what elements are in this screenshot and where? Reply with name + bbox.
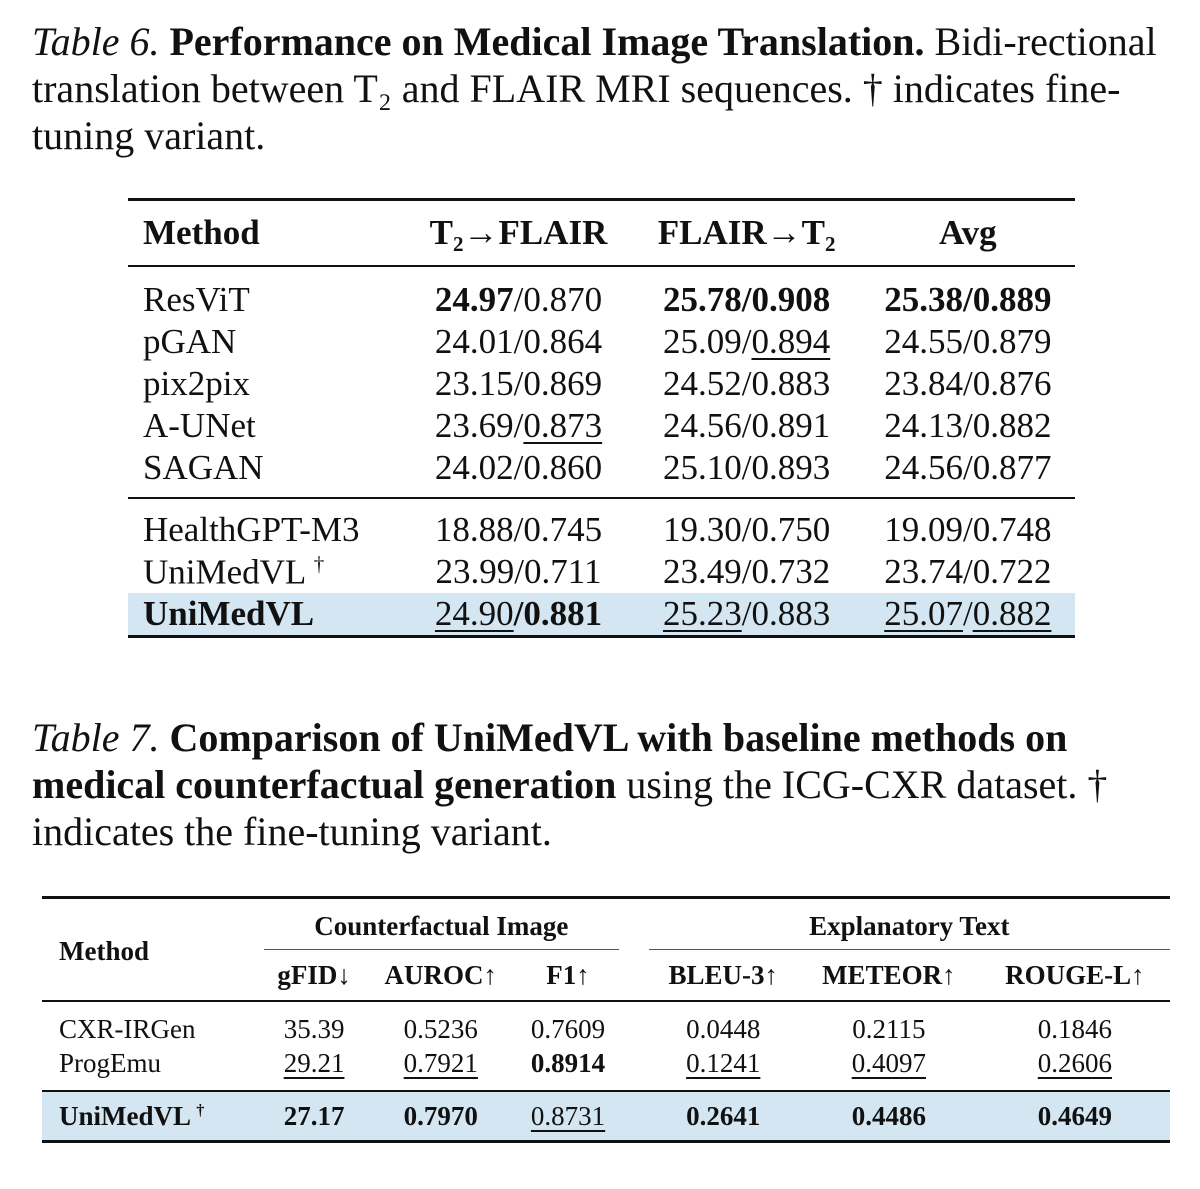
value-cell: 19.30/0.750 [633, 498, 861, 551]
value-cell: 24.97/0.870 [434, 280, 603, 319]
value-cell: 24.01/0.864 [434, 322, 603, 361]
value-cell: 23.15/0.869 [434, 364, 603, 403]
value-cell: 0.2641 [649, 1091, 798, 1142]
value-cell: 25.38/0.889 [884, 280, 1052, 319]
table6-title: Performance on Medical Image Translation. [169, 19, 925, 64]
value-cell: 35.39 [283, 1013, 345, 1044]
value-cell: 24.90/0.881 [404, 593, 632, 637]
table-row [128, 321, 1075, 363]
value-cell: 0.4097 [851, 1047, 926, 1078]
value-cell: 23.49/0.732 [662, 552, 831, 591]
method-cell: A-UNet [143, 406, 256, 445]
column-header: F1↑ [517, 950, 618, 1002]
value-cell: 29.21 [283, 1047, 345, 1078]
table6-label: Table 6. [32, 19, 160, 64]
table7-caption-text: using the ICG-CXR dataset. † indicates the fine-tuning variant. [32, 762, 1108, 854]
table-row [42, 1001, 1170, 1046]
column-header: ROUGE-L↑ [980, 950, 1170, 1002]
method-cell: ResViT [143, 280, 250, 319]
value-cell: 19.09/0.748 [861, 498, 1075, 551]
value-cell: 24.56/0.877 [884, 448, 1052, 487]
value-cell: 27.17 [264, 1091, 364, 1142]
column-header: T₂→FLAIR [404, 200, 632, 267]
value-cell: 0.4649 [980, 1091, 1170, 1142]
column-header: METEOR↑ [798, 950, 980, 1002]
table-row-highlighted [128, 593, 1075, 637]
dagger-mark: † [313, 551, 325, 576]
table6 [128, 198, 1075, 638]
table7 [42, 896, 1170, 1143]
method-cell: UniMedVL † [143, 551, 325, 592]
value-cell: 0.2606 [1037, 1047, 1113, 1078]
group-header: Counterfactual Image [264, 898, 619, 950]
value-cell: 0.7609 [530, 1013, 606, 1044]
table6-caption-text: Bidi-rectional translation between T₂ and FLAIR MRI sequences. † indicates fine-tuning variant. [32, 19, 1157, 158]
method-cell: pix2pix [143, 364, 250, 403]
value-cell: 25.23/0.883 [633, 593, 861, 637]
value-cell: 0.7970 [364, 1091, 517, 1142]
value-cell: 0.8731 [517, 1091, 618, 1142]
dagger-mark: † [196, 1100, 205, 1119]
value-cell: 25.78/0.908 [662, 280, 831, 319]
value-cell: 23.84/0.876 [884, 364, 1052, 403]
value-cell: 0.2115 [852, 1013, 926, 1044]
value-cell: 25.07/0.882 [861, 593, 1075, 637]
column-header: FLAIR→T₂ [633, 200, 861, 267]
value-cell: 18.88/0.745 [404, 498, 632, 551]
method-cell: pGAN [143, 322, 237, 361]
table-row [128, 551, 1075, 593]
method-cell: ProgEmu [59, 1047, 162, 1078]
table-row [128, 405, 1075, 447]
value-cell: 23.74/0.722 [884, 552, 1052, 591]
value-cell: 25.10/0.893 [662, 448, 831, 487]
value-cell: 0.4486 [798, 1091, 980, 1142]
table6-caption [32, 18, 1172, 159]
value-cell: 0.1241 [686, 1047, 761, 1078]
column-header: Method [42, 898, 264, 1002]
column-header: Avg [861, 200, 1075, 267]
method-cell: UniMedVL † [42, 1091, 264, 1142]
table7-label: Table 7. [32, 715, 160, 760]
value-cell: 23.99/0.711 [435, 552, 602, 591]
column-header: Method [128, 200, 404, 267]
table-row [128, 498, 1075, 551]
table-row [128, 266, 1075, 321]
table7-title: Comparison of UniMedVL with baseline methods on medical counterfactual generation [32, 715, 1068, 807]
table-row [128, 363, 1075, 405]
column-header: gFID↓ [264, 950, 364, 1002]
method-cell: UniMedVL [128, 593, 404, 637]
value-cell: 23.69/0.873 [434, 406, 603, 445]
value-cell: 24.02/0.860 [434, 448, 603, 487]
value-cell: 0.1846 [1037, 1013, 1113, 1044]
value-cell: 24.56/0.891 [662, 406, 831, 445]
value-cell: 24.52/0.883 [662, 364, 831, 403]
value-cell: 0.5236 [403, 1013, 478, 1044]
table-row [42, 1046, 1170, 1091]
column-header: AUROC↑ [364, 950, 517, 1002]
method-cell: CXR-IRGen [59, 1013, 196, 1044]
table-row-highlighted [42, 1091, 1170, 1142]
method-cell: HealthGPT-M3 [128, 498, 404, 551]
table7-caption [32, 714, 1172, 855]
value-cell: 0.7921 [403, 1047, 478, 1078]
column-header: BLEU-3↑ [649, 950, 798, 1002]
value-cell: 25.09/0.894 [662, 322, 831, 361]
value-cell: 0.8914 [530, 1047, 606, 1078]
value-cell: 24.13/0.882 [884, 406, 1052, 445]
group-header: Explanatory Text [649, 898, 1170, 950]
method-cell: SAGAN [143, 448, 264, 487]
value-cell: 0.0448 [686, 1013, 761, 1044]
value-cell: 24.55/0.879 [884, 322, 1052, 361]
table-row [128, 447, 1075, 498]
